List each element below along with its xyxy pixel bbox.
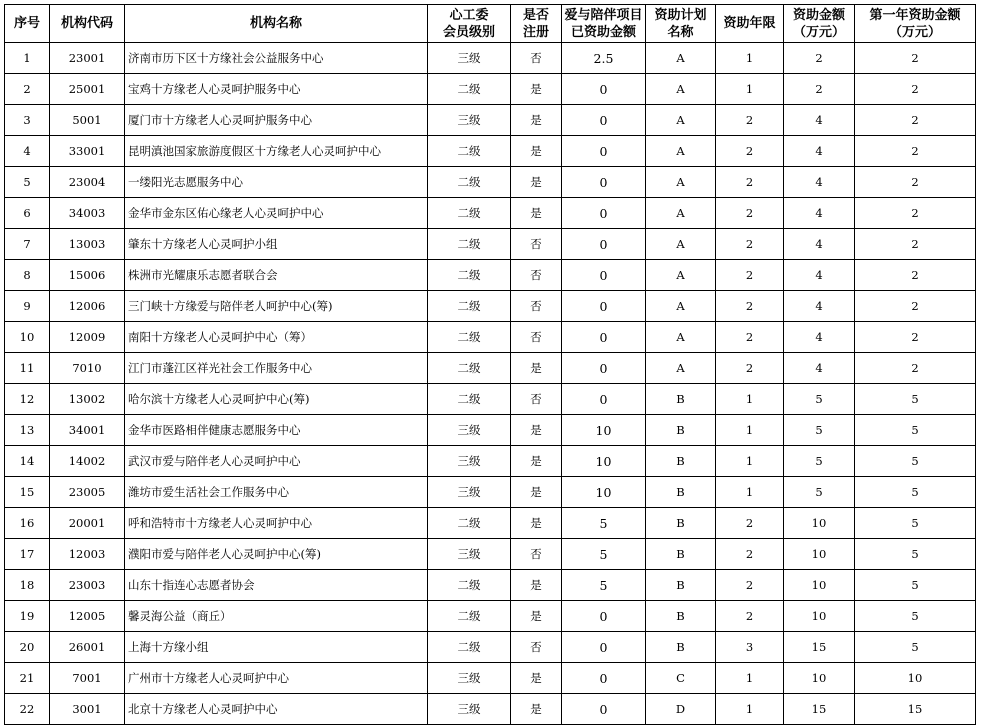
cell-amount: 5 — [784, 446, 855, 477]
cell-years: 2 — [716, 229, 784, 260]
cell-member-level: 三级 — [428, 663, 511, 694]
cell-code: 12006 — [50, 291, 125, 322]
cell-funded-amount: 0 — [562, 136, 646, 167]
cell-years: 1 — [716, 415, 784, 446]
cell-registered: 否 — [511, 384, 562, 415]
cell-years: 2 — [716, 198, 784, 229]
cell-code: 20001 — [50, 508, 125, 539]
cell-seq: 14 — [5, 446, 50, 477]
cell-amount: 4 — [784, 291, 855, 322]
cell-plan: A — [646, 198, 716, 229]
header-amount: 资助金额 （万元） — [784, 5, 855, 43]
cell-name: 广州市十方缘老人心灵呵护中心 — [125, 663, 428, 694]
table-row — [5, 167, 976, 198]
cell-plan: B — [646, 570, 716, 601]
cell-amount: 10 — [784, 601, 855, 632]
cell-name: 江门市蓬江区祥光社会工作服务中心 — [125, 353, 428, 384]
cell-amount: 5 — [784, 477, 855, 508]
cell-member-level: 二级 — [428, 229, 511, 260]
cell-code: 13003 — [50, 229, 125, 260]
cell-amount: 4 — [784, 105, 855, 136]
cell-code: 15006 — [50, 260, 125, 291]
cell-name: 株洲市光耀康乐志愿者联合会 — [125, 260, 428, 291]
cell-plan: B — [646, 446, 716, 477]
cell-name: 上海十方缘小组 — [125, 632, 428, 663]
cell-member-level: 三级 — [428, 415, 511, 446]
cell-funded-amount: 0 — [562, 198, 646, 229]
table-row — [5, 322, 976, 353]
cell-member-level: 二级 — [428, 198, 511, 229]
cell-registered: 是 — [511, 136, 562, 167]
cell-seq: 9 — [5, 291, 50, 322]
cell-plan: A — [646, 353, 716, 384]
cell-code: 26001 — [50, 632, 125, 663]
cell-amount: 4 — [784, 136, 855, 167]
header-member-level: 心工委 会员级别 — [428, 5, 511, 43]
cell-years: 2 — [716, 260, 784, 291]
cell-plan: B — [646, 539, 716, 570]
cell-first-year-amount: 2 — [855, 260, 976, 291]
cell-registered: 是 — [511, 601, 562, 632]
cell-plan: A — [646, 105, 716, 136]
cell-name: 金华市金东区佑心缘老人心灵呵护中心 — [125, 198, 428, 229]
cell-amount: 10 — [784, 539, 855, 570]
cell-code: 5001 — [50, 105, 125, 136]
cell-years: 1 — [716, 384, 784, 415]
cell-member-level: 二级 — [428, 601, 511, 632]
header-code: 机构代码 — [50, 5, 125, 43]
cell-registered: 是 — [511, 477, 562, 508]
table-row — [5, 539, 976, 570]
cell-name: 宝鸡十方缘老人心灵呵护服务中心 — [125, 74, 428, 105]
cell-registered: 否 — [511, 539, 562, 570]
cell-member-level: 二级 — [428, 291, 511, 322]
table-row — [5, 446, 976, 477]
cell-first-year-amount: 5 — [855, 384, 976, 415]
cell-member-level: 三级 — [428, 539, 511, 570]
table-body — [5, 43, 976, 725]
cell-name: 呼和浩特市十方缘老人心灵呵护中心 — [125, 508, 428, 539]
cell-years: 2 — [716, 167, 784, 198]
cell-first-year-amount: 5 — [855, 446, 976, 477]
cell-registered: 是 — [511, 105, 562, 136]
header-years: 资助年限 — [716, 5, 784, 43]
table-row — [5, 105, 976, 136]
cell-seq: 2 — [5, 74, 50, 105]
cell-funded-amount: 0 — [562, 105, 646, 136]
cell-funded-amount: 0 — [562, 632, 646, 663]
table-row — [5, 601, 976, 632]
cell-member-level: 二级 — [428, 74, 511, 105]
cell-years: 3 — [716, 632, 784, 663]
cell-member-level: 二级 — [428, 353, 511, 384]
cell-code: 12009 — [50, 322, 125, 353]
cell-member-level: 二级 — [428, 167, 511, 198]
cell-registered: 否 — [511, 260, 562, 291]
cell-amount: 5 — [784, 384, 855, 415]
cell-plan: B — [646, 415, 716, 446]
cell-registered: 是 — [511, 694, 562, 725]
cell-registered: 是 — [511, 167, 562, 198]
cell-funded-amount: 0 — [562, 260, 646, 291]
cell-funded-amount: 0 — [562, 74, 646, 105]
header-row — [5, 5, 976, 43]
header-seq: 序号 — [5, 5, 50, 43]
funding-table — [4, 4, 976, 725]
cell-registered: 否 — [511, 322, 562, 353]
cell-first-year-amount: 2 — [855, 167, 976, 198]
cell-member-level: 三级 — [428, 477, 511, 508]
cell-seq: 3 — [5, 105, 50, 136]
cell-seq: 17 — [5, 539, 50, 570]
cell-plan: B — [646, 601, 716, 632]
header-name: 机构名称 — [125, 5, 428, 43]
cell-years: 2 — [716, 353, 784, 384]
table-row — [5, 570, 976, 601]
cell-first-year-amount: 2 — [855, 43, 976, 74]
cell-member-level: 二级 — [428, 508, 511, 539]
cell-seq: 4 — [5, 136, 50, 167]
cell-name: 馨灵海公益（商丘） — [125, 601, 428, 632]
cell-plan: A — [646, 43, 716, 74]
cell-name: 三门峡十方缘爱与陪伴老人呵护中心(筹) — [125, 291, 428, 322]
cell-name: 山东十指连心志愿者协会 — [125, 570, 428, 601]
cell-funded-amount: 0 — [562, 229, 646, 260]
cell-amount: 4 — [784, 353, 855, 384]
cell-name: 昆明滇池国家旅游度假区十方缘老人心灵呵护中心 — [125, 136, 428, 167]
cell-seq: 15 — [5, 477, 50, 508]
cell-code: 23003 — [50, 570, 125, 601]
cell-years: 2 — [716, 508, 784, 539]
cell-seq: 21 — [5, 663, 50, 694]
cell-first-year-amount: 5 — [855, 632, 976, 663]
cell-years: 2 — [716, 105, 784, 136]
cell-member-level: 二级 — [428, 322, 511, 353]
cell-registered: 否 — [511, 229, 562, 260]
cell-seq: 18 — [5, 570, 50, 601]
cell-plan: A — [646, 260, 716, 291]
cell-code: 14002 — [50, 446, 125, 477]
cell-first-year-amount: 2 — [855, 198, 976, 229]
cell-seq: 1 — [5, 43, 50, 74]
cell-first-year-amount: 5 — [855, 601, 976, 632]
table-row — [5, 136, 976, 167]
cell-first-year-amount: 5 — [855, 570, 976, 601]
header-registered: 是否 注册 — [511, 5, 562, 43]
table-row — [5, 229, 976, 260]
cell-seq: 7 — [5, 229, 50, 260]
table-row — [5, 43, 976, 74]
cell-seq: 6 — [5, 198, 50, 229]
cell-years: 1 — [716, 43, 784, 74]
cell-plan: B — [646, 477, 716, 508]
cell-plan: B — [646, 632, 716, 663]
cell-first-year-amount: 5 — [855, 539, 976, 570]
cell-code: 7010 — [50, 353, 125, 384]
cell-funded-amount: 10 — [562, 446, 646, 477]
table-row — [5, 74, 976, 105]
cell-member-level: 二级 — [428, 632, 511, 663]
cell-funded-amount: 0 — [562, 663, 646, 694]
cell-years: 1 — [716, 74, 784, 105]
cell-member-level: 二级 — [428, 136, 511, 167]
cell-member-level: 三级 — [428, 694, 511, 725]
cell-seq: 20 — [5, 632, 50, 663]
cell-plan: A — [646, 229, 716, 260]
cell-seq: 12 — [5, 384, 50, 415]
cell-funded-amount: 0 — [562, 322, 646, 353]
cell-code: 23001 — [50, 43, 125, 74]
cell-registered: 否 — [511, 291, 562, 322]
header-plan: 资助计划 名称 — [646, 5, 716, 43]
cell-amount: 10 — [784, 663, 855, 694]
cell-funded-amount: 2.5 — [562, 43, 646, 74]
cell-registered: 否 — [511, 632, 562, 663]
cell-name: 一缕阳光志愿服务中心 — [125, 167, 428, 198]
cell-funded-amount: 10 — [562, 477, 646, 508]
cell-years: 2 — [716, 570, 784, 601]
table-row — [5, 508, 976, 539]
cell-member-level: 三级 — [428, 446, 511, 477]
cell-code: 12005 — [50, 601, 125, 632]
cell-amount: 4 — [784, 260, 855, 291]
cell-registered: 是 — [511, 415, 562, 446]
cell-registered: 是 — [511, 198, 562, 229]
table-row — [5, 415, 976, 446]
cell-name: 肇东十方缘老人心灵呵护小组 — [125, 229, 428, 260]
cell-first-year-amount: 2 — [855, 105, 976, 136]
cell-amount: 2 — [784, 43, 855, 74]
cell-code: 23004 — [50, 167, 125, 198]
cell-plan: B — [646, 508, 716, 539]
cell-code: 7001 — [50, 663, 125, 694]
table-row — [5, 260, 976, 291]
table-row — [5, 694, 976, 725]
cell-amount: 10 — [784, 508, 855, 539]
table-row — [5, 353, 976, 384]
cell-funded-amount: 0 — [562, 384, 646, 415]
cell-seq: 13 — [5, 415, 50, 446]
cell-code: 34001 — [50, 415, 125, 446]
cell-name: 厦门市十方缘老人心灵呵护服务中心 — [125, 105, 428, 136]
cell-amount: 2 — [784, 74, 855, 105]
cell-registered: 是 — [511, 353, 562, 384]
cell-registered: 是 — [511, 663, 562, 694]
cell-first-year-amount: 2 — [855, 136, 976, 167]
cell-years: 2 — [716, 322, 784, 353]
cell-plan: D — [646, 694, 716, 725]
cell-name: 武汉市爱与陪伴老人心灵呵护中心 — [125, 446, 428, 477]
cell-name: 济南市历下区十方缘社会公益服务中心 — [125, 43, 428, 74]
cell-seq: 11 — [5, 353, 50, 384]
cell-code: 3001 — [50, 694, 125, 725]
cell-first-year-amount: 10 — [855, 663, 976, 694]
cell-member-level: 二级 — [428, 384, 511, 415]
cell-code: 33001 — [50, 136, 125, 167]
cell-amount: 4 — [784, 322, 855, 353]
cell-plan: A — [646, 74, 716, 105]
cell-code: 23005 — [50, 477, 125, 508]
cell-years: 1 — [716, 694, 784, 725]
cell-name: 潍坊市爱生活社会工作服务中心 — [125, 477, 428, 508]
cell-funded-amount: 5 — [562, 508, 646, 539]
cell-member-level: 三级 — [428, 105, 511, 136]
cell-amount: 4 — [784, 198, 855, 229]
cell-seq: 19 — [5, 601, 50, 632]
cell-member-level: 三级 — [428, 43, 511, 74]
cell-amount: 15 — [784, 632, 855, 663]
cell-registered: 是 — [511, 74, 562, 105]
cell-amount: 4 — [784, 229, 855, 260]
cell-years: 2 — [716, 539, 784, 570]
cell-years: 2 — [716, 291, 784, 322]
cell-amount: 5 — [784, 415, 855, 446]
cell-years: 1 — [716, 446, 784, 477]
cell-seq: 8 — [5, 260, 50, 291]
cell-first-year-amount: 2 — [855, 229, 976, 260]
cell-first-year-amount: 5 — [855, 477, 976, 508]
cell-plan: A — [646, 322, 716, 353]
cell-member-level: 二级 — [428, 570, 511, 601]
table-row — [5, 198, 976, 229]
table-row — [5, 477, 976, 508]
cell-first-year-amount: 2 — [855, 74, 976, 105]
cell-funded-amount: 5 — [562, 539, 646, 570]
cell-funded-amount: 0 — [562, 601, 646, 632]
cell-years: 1 — [716, 663, 784, 694]
cell-first-year-amount: 2 — [855, 291, 976, 322]
table-header — [5, 5, 976, 43]
cell-seq: 22 — [5, 694, 50, 725]
table-row — [5, 384, 976, 415]
cell-code: 12003 — [50, 539, 125, 570]
cell-plan: B — [646, 384, 716, 415]
cell-seq: 16 — [5, 508, 50, 539]
cell-first-year-amount: 5 — [855, 415, 976, 446]
header-funded-amount: 爱与陪伴项目 已资助金额 — [562, 5, 646, 43]
cell-funded-amount: 0 — [562, 694, 646, 725]
cell-code: 13002 — [50, 384, 125, 415]
cell-name: 哈尔滨十方缘老人心灵呵护中心(筹) — [125, 384, 428, 415]
cell-seq: 10 — [5, 322, 50, 353]
cell-registered: 是 — [511, 570, 562, 601]
cell-years: 1 — [716, 477, 784, 508]
cell-registered: 是 — [511, 446, 562, 477]
cell-years: 2 — [716, 601, 784, 632]
cell-plan: A — [646, 167, 716, 198]
cell-name: 南阳十方缘老人心灵呵护中心（筹） — [125, 322, 428, 353]
cell-amount: 15 — [784, 694, 855, 725]
cell-first-year-amount: 15 — [855, 694, 976, 725]
cell-first-year-amount: 2 — [855, 322, 976, 353]
cell-plan: A — [646, 136, 716, 167]
table-row — [5, 632, 976, 663]
cell-funded-amount: 0 — [562, 353, 646, 384]
cell-amount: 10 — [784, 570, 855, 601]
cell-seq: 5 — [5, 167, 50, 198]
cell-name: 金华市医路相伴健康志愿服务中心 — [125, 415, 428, 446]
cell-years: 2 — [716, 136, 784, 167]
cell-name: 北京十方缘老人心灵呵护中心 — [125, 694, 428, 725]
cell-code: 25001 — [50, 74, 125, 105]
cell-member-level: 二级 — [428, 260, 511, 291]
cell-funded-amount: 0 — [562, 167, 646, 198]
cell-funded-amount: 0 — [562, 291, 646, 322]
funding-sheet — [4, 4, 976, 725]
cell-plan: C — [646, 663, 716, 694]
cell-funded-amount: 10 — [562, 415, 646, 446]
cell-first-year-amount: 2 — [855, 353, 976, 384]
cell-code: 34003 — [50, 198, 125, 229]
cell-funded-amount: 5 — [562, 570, 646, 601]
cell-plan: A — [646, 291, 716, 322]
cell-registered: 是 — [511, 508, 562, 539]
table-row — [5, 663, 976, 694]
header-first-year-amount: 第一年资助金额 （万元） — [855, 5, 976, 43]
cell-name: 濮阳市爱与陪伴老人心灵呵护中心(筹) — [125, 539, 428, 570]
table-row — [5, 291, 976, 322]
cell-registered: 否 — [511, 43, 562, 74]
cell-first-year-amount: 5 — [855, 508, 976, 539]
cell-amount: 4 — [784, 167, 855, 198]
